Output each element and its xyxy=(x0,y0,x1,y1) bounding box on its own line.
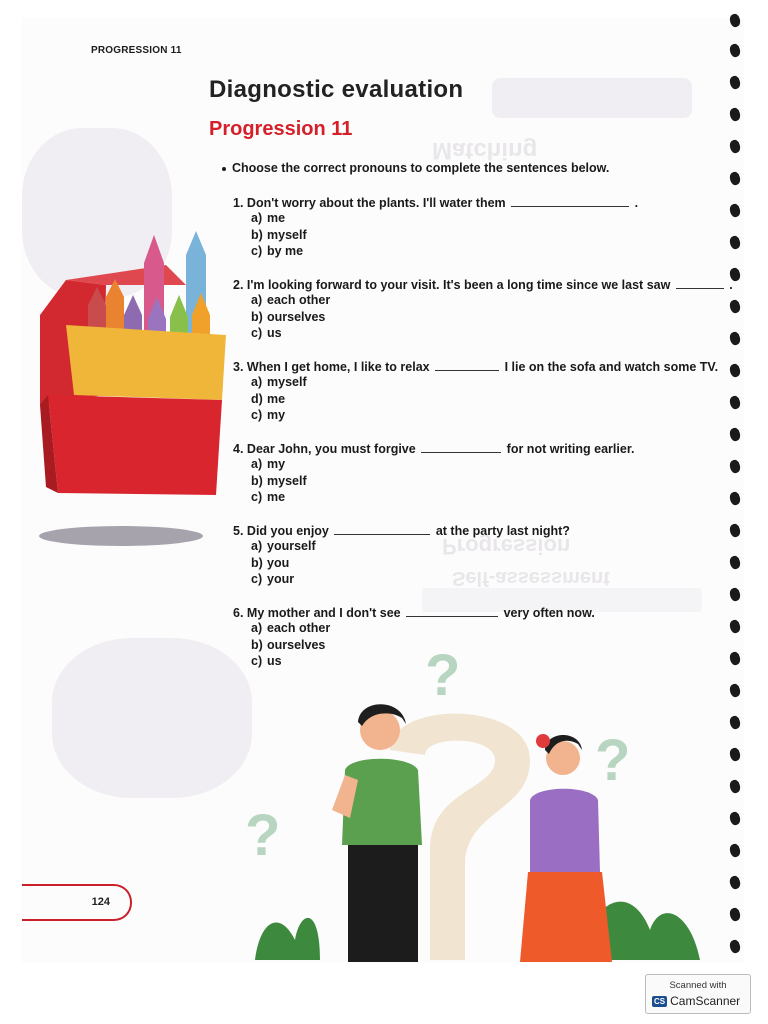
scanner-brand: CS CamScanner xyxy=(654,994,741,1008)
box-lid xyxy=(66,265,186,285)
option-a[interactable]: a) each other xyxy=(251,621,331,635)
answer-blank[interactable] xyxy=(406,616,498,617)
answer-blank[interactable] xyxy=(676,288,724,289)
answer-blank[interactable] xyxy=(435,370,499,371)
question-1: 1. Don't worry about the plants. I'll water them . a) me b) myself c) by me xyxy=(233,196,639,258)
option-c[interactable]: c) my xyxy=(251,408,286,422)
question-mark-icon: ? xyxy=(595,728,631,793)
instruction xyxy=(222,161,609,175)
page-number-badge xyxy=(22,884,132,921)
bullet-icon xyxy=(222,167,226,171)
answer-blank[interactable] xyxy=(421,452,501,453)
option-c[interactable]: c) by me xyxy=(251,244,304,258)
option-c[interactable]: c) me xyxy=(251,490,286,504)
camscanner-logo-icon: CS xyxy=(654,997,666,1007)
answer-blank[interactable] xyxy=(334,534,430,535)
answer-blank[interactable] xyxy=(511,206,629,207)
spiral-binding xyxy=(730,14,744,964)
scanner-watermark xyxy=(645,974,751,1014)
bleed-through-heading: Self-assessment xyxy=(452,567,610,589)
question-4: 4. Dear John, you must forgive for not writing earlier. a) my b) myself c) me xyxy=(233,442,635,504)
box-front-yellow xyxy=(66,325,226,400)
crayon-box-illustration xyxy=(36,225,236,555)
thinking-people-illustration xyxy=(240,640,730,962)
option-a[interactable]: a) yourself xyxy=(251,539,316,553)
page-title: Diagnostic evaluation xyxy=(209,76,464,103)
box-shadow xyxy=(39,526,203,546)
question-5: 5. Did you enjoy at the party last night? a) yourself b) you c) your xyxy=(233,524,570,586)
option-a[interactable]: a) my xyxy=(251,457,286,471)
option-a[interactable]: a) each other xyxy=(251,293,331,307)
question-3: 3. When I get home, I like to relax I lie on the sofa and watch some TV. a) myself d) me c) my xyxy=(233,360,719,422)
option-d[interactable]: d) me xyxy=(251,391,286,406)
instruction-text: Choose the correct pronouns to complete the sentences below. xyxy=(232,161,610,175)
background-illustration xyxy=(492,78,692,118)
bleed-through-heading: Progression xyxy=(442,534,571,559)
question-6: 6. My mother and I don't see very often now. a) each other b) ourselves c) us xyxy=(233,606,595,668)
question-mark-icon: ? xyxy=(425,643,461,708)
option-b[interactable]: b) ourselves xyxy=(251,309,326,324)
option-b[interactable]: b) you xyxy=(251,555,290,570)
page-number: 124 xyxy=(91,896,110,908)
option-a[interactable]: a) myself xyxy=(251,375,307,389)
plant-icon xyxy=(255,918,320,960)
bleed-through-heading: Matching xyxy=(432,137,538,164)
scanner-line: Scanned with xyxy=(669,980,727,991)
option-b[interactable]: b) ourselves xyxy=(251,637,326,652)
option-b[interactable]: b) myself xyxy=(251,227,307,242)
option-c[interactable]: c) us xyxy=(251,654,282,668)
section-subtitle: Progression 11 xyxy=(209,118,353,140)
box-front-red xyxy=(48,395,222,495)
option-b[interactable]: b) myself xyxy=(251,473,307,488)
question-mark-icon: ? xyxy=(245,803,281,868)
option-c[interactable]: c) your xyxy=(251,572,295,586)
option-c[interactable]: c) us xyxy=(251,326,282,340)
header-tag: PROGRESSION 11 xyxy=(91,45,182,56)
background-illustration xyxy=(52,638,252,798)
option-a[interactable]: a) me xyxy=(251,211,286,225)
question-2: 2. I'm looking forward to your visit. It's been a long time since we last saw . a) each other b) ourselves c) us xyxy=(233,278,733,340)
